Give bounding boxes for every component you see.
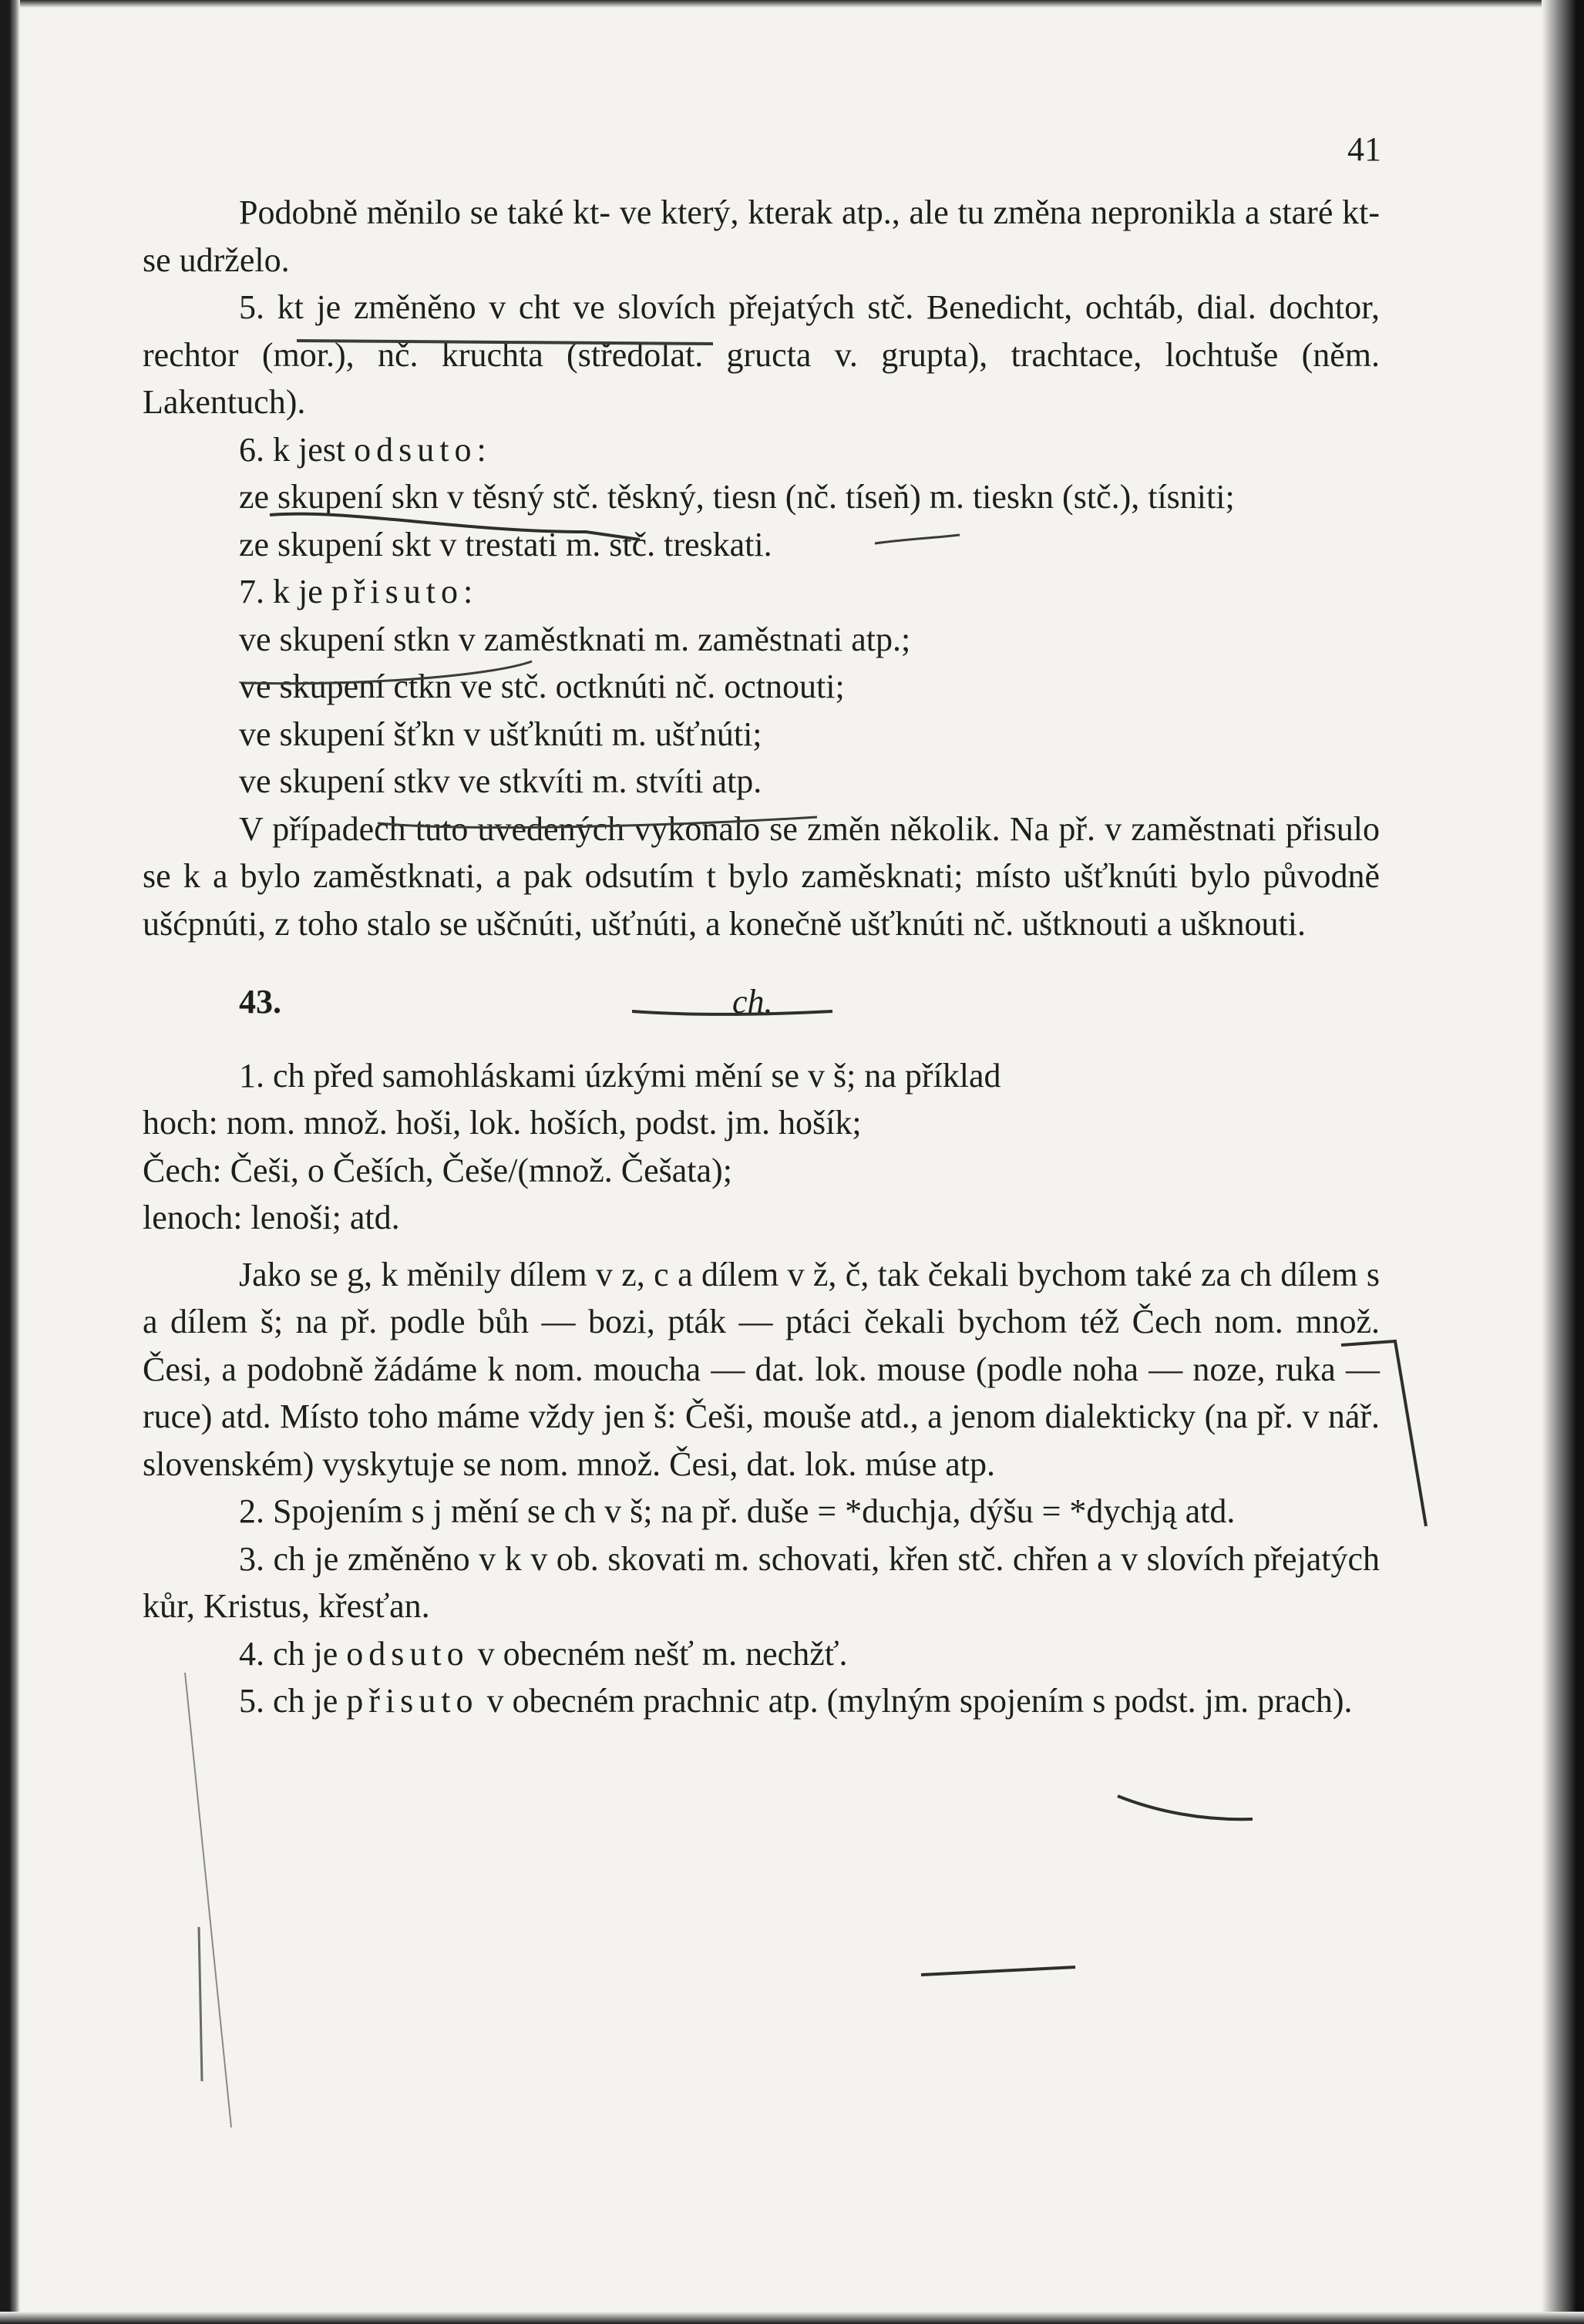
paragraph-subitem: ve skupení ctkn ve stč. octknúti nč. octnouti;: [239, 668, 845, 705]
text-run: :: [463, 573, 473, 610]
scan-edge-top: [0, 0, 1584, 8]
paragraph: Podobně měnilo se také kt- ve který, kterak atp., ale tu změna nepronikla a staré kt- se udrželo.: [143, 193, 1380, 279]
text-run: v obecném nešť m. nechžť.: [469, 1634, 848, 1673]
paragraph-subitem: ve skupení stkv ve stkvíti m. stvíti atp.: [239, 762, 762, 800]
paragraph-point-1: 1. ch před samohláskami úzkými mění se v š; na příklad: [239, 1056, 1001, 1095]
section-number: 43.: [239, 983, 281, 1021]
paragraph: Jako se g, k měnily dílem v z, c a dílem v ž, č, tak čekali bychom také za ch dílem s a dílem š; na př. podle bůh — bozi, pták — ptáci čekali bychom též Čech nom. množ. Česi, a podobně žádáme k nom. moucha — dat. lok. mouse (podle noha — noze, ruka — ruce) atd. Místo toho máme vždy jen š: Češi, mouše atd., a jenom dialekticky (na př. v nář. slovenském) vyskytuje se nom. množ. Česi, dat. lok. múse atp.: [143, 1255, 1380, 1483]
paragraph-point-5: 5. kt je změněno v cht ve slovích přejatých stč. Benedicht, ochtáb, dial. dochtor, rechtor (mor.), nč. kruchta (středolat. gructa v. grupta), trachtace, lochtuše (něm. Lakentuch).: [143, 288, 1380, 421]
spacer: [143, 1242, 1380, 1251]
spaced-term: odsuto: [354, 430, 477, 469]
paragraph-point-7: [143, 568, 1380, 616]
paragraph-point-3: 3. ch je změněno v k v ob. skovati m. schovati, křen stč. chřen a v slovích přejatých kůr, Kristus, křesťan.: [143, 1539, 1380, 1625]
paragraph: V případech tuto uvedených vykonalo se změn několik. Na př. v zaměstnati přisulo se k a bylo zaměstknati, a pak odsutím t bylo zaměsknati; místo ušťknúti bylo původně ušćpnúti, z toho stalo se uščnúti, ušťnúti, a konečně ušťknúti nč. uštknouti a ušknouti.: [143, 809, 1380, 943]
spaced-term: přisuto: [346, 1682, 479, 1720]
paragraph-point-2: 2. Spojením s j mění se ch v š; na př. duše = *duchja, dýšu = *dychją atd.: [239, 1492, 1236, 1530]
paragraph-subitem: ve skupení šťkn v ušťknúti m. ušťnúti;: [239, 715, 762, 753]
scan-edge-right: [1542, 0, 1584, 2324]
scan-edge-bottom: [0, 2312, 1584, 2324]
text-run: 6. k jest: [239, 430, 355, 469]
paragraph-subitem: ze skupení skt v trestati m. stč. treskati.: [239, 525, 772, 563]
example-line: Čech: Češi, o Češích, Češe/(množ. Češata);: [143, 1151, 732, 1189]
text-run: 5. ch je: [239, 1682, 347, 1720]
page-number: 41: [1347, 130, 1381, 168]
section-title: ch.: [732, 983, 773, 1021]
text-run: :: [476, 430, 486, 469]
text-run: 7. k je: [239, 573, 331, 610]
paragraph-point-4: [143, 1630, 1380, 1678]
section-heading: [143, 978, 1380, 1026]
paragraph-subitem: ze skupení skn v těsný stč. těskný, tiesn (nč. tíseň) m. tieskn (stč.), tísniti;: [239, 478, 1235, 516]
pencil-underline-nechzt: [921, 1967, 1075, 1975]
spaced-term: přisuto: [331, 573, 463, 610]
pencil-margin-line-left: [185, 1673, 231, 2127]
page-text: [143, 189, 1380, 1725]
paragraph-point-5: [143, 1677, 1380, 1725]
paragraph-point-6: [143, 426, 1380, 474]
pencil-margin-line-left-2: [199, 1927, 202, 2081]
pencil-curve-dychja: [1118, 1796, 1253, 1819]
text-run: 4. ch je: [239, 1634, 347, 1673]
spaced-term: odsuto: [346, 1634, 469, 1673]
example-line: hoch: nom. množ. hoši, lok. hoších, podst. jm. hošík;: [143, 1104, 862, 1142]
text-run: v obecném prachnic atp. (mylným spojením s podst. jm. prach).: [478, 1682, 1353, 1720]
paragraph-subitem: ve skupení stkn v zaměstknati m. zaměstnati atp.;: [239, 620, 911, 658]
example-line: lenoch: lenoši; atd.: [143, 1199, 400, 1236]
scan-edge-left: [0, 0, 20, 2324]
